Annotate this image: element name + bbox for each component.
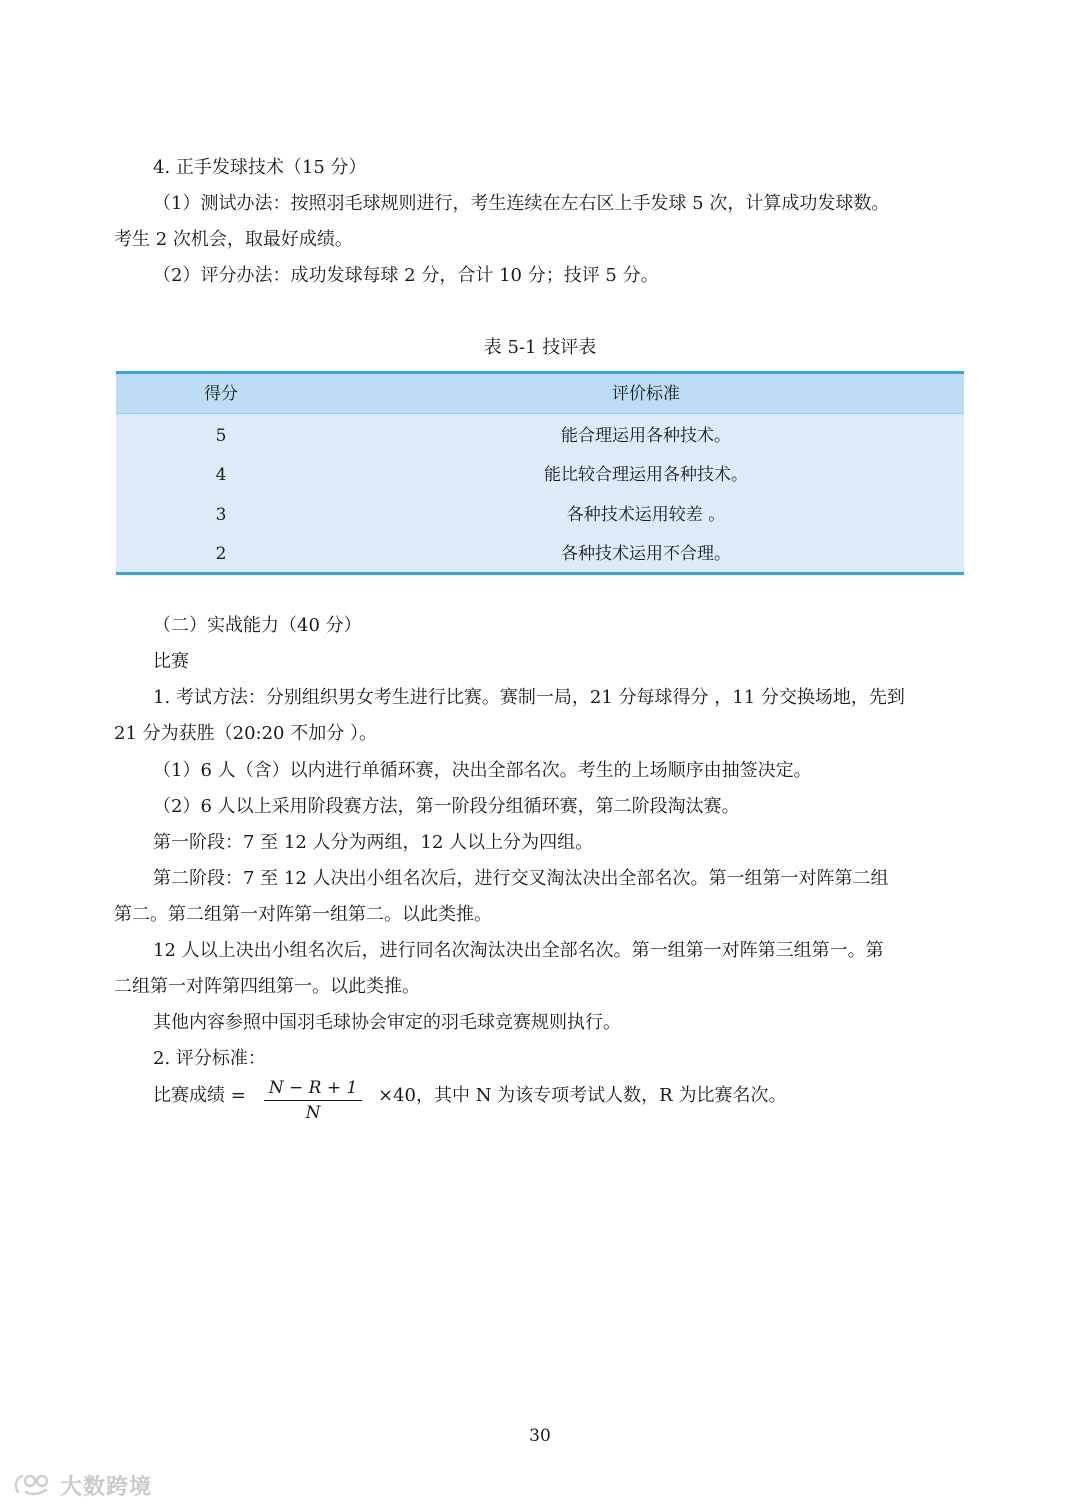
paragraph-stage-two: 第二阶段：7 至 12 人决出小组名次后，进行交叉淘汰决出全部名次。第一组第一对阵第二组	[153, 868, 889, 889]
table-header-row	[116, 374, 964, 414]
table-caption: 表 5-1 技评表	[483, 337, 597, 358]
watermark-logo-icon	[12, 1472, 54, 1498]
paragraph-stage-one: 第一阶段：7 至 12 人分为两组，12 人以上分为四组。	[153, 832, 594, 853]
paragraph-test-method: （1）测试办法：按照羽毛球规则进行，考生连续在左右区上手发球 5 次，计算成功发球数。	[153, 193, 890, 214]
paragraph-stage-two-cont: 第二。第二组第一对阵第一组第二。以此类推。	[114, 904, 492, 925]
watermark	[12, 1470, 152, 1500]
header-criteria: 评价标准	[612, 384, 680, 404]
paragraph-other-rules: 其他内容参照中国羽毛球协会审定的羽毛球竞赛规则执行。	[153, 1012, 621, 1033]
page-number: 30	[529, 1426, 551, 1446]
paragraph-exam-method: 1. 考试方法：分别组织男女考生进行比赛。赛制一局，21 分每球得分 ，11 分交换场地，先到	[153, 687, 905, 708]
paragraph-test-method-cont: 考生 2 次机会，取最好成绩。	[114, 229, 353, 250]
header-score: 得分	[204, 384, 238, 404]
paragraph-exam-method-cont: 21 分为获胜（20:20 不加分 ）。	[114, 723, 377, 744]
table-row-3-score: 3	[215, 505, 227, 525]
paragraph-staged: （2）6 人以上采用阶段赛方法，第一阶段分组循环赛，第二阶段淘汰赛。	[153, 796, 740, 817]
formula-numerator: N − R + 1	[264, 1077, 362, 1101]
formula-suffix: ×40，其中 N 为该专项考试人数，R 为比赛名次。	[378, 1085, 787, 1106]
table-row-2-criteria: 能比较合理运用各种技术。	[544, 465, 748, 485]
formula-denominator: N	[305, 1103, 321, 1123]
watermark-text: 大数跨境	[60, 1474, 153, 1500]
table-row-4-score: 2	[215, 544, 227, 564]
paragraph-round-robin: （1）6 人（含）以内进行单循环赛，决出全部名次。考生的上场顺序由抽签决定。	[153, 760, 812, 781]
table-row-1-criteria: 能合理运用各种技术。	[561, 426, 731, 446]
table-row-3-criteria: 各种技术运用较差 。	[566, 505, 726, 525]
paragraph-scoring-standard: 2. 评分标准：	[153, 1048, 266, 1069]
table-row-2-score: 4	[215, 465, 227, 485]
section-heading-practical: （二）实战能力（40 分）	[153, 615, 362, 636]
paragraph-over-twelve: 12 人以上决出小组名次后，进行同名次淘汰决出全部名次。第一组第一对阵第三组第一。第	[153, 940, 884, 961]
table-row-1-score: 5	[215, 426, 227, 446]
paragraph-scoring-method: （2）评分办法：成功发球每球 2 分，合计 10 分；技评 5 分。	[153, 265, 659, 286]
subheading-match: 比赛	[153, 651, 189, 672]
table-row-4-criteria: 各种技术运用不合理。	[561, 544, 731, 564]
section-heading-forehand-serve: 4. 正手发球技术（15 分）	[153, 157, 367, 178]
evaluation-table	[116, 371, 964, 575]
formula-prefix: 比赛成绩 =	[153, 1085, 246, 1106]
paragraph-over-twelve-cont: 二组第一对阵第四组第一。以此类推。	[114, 976, 420, 997]
formula-fraction	[264, 1077, 362, 1125]
